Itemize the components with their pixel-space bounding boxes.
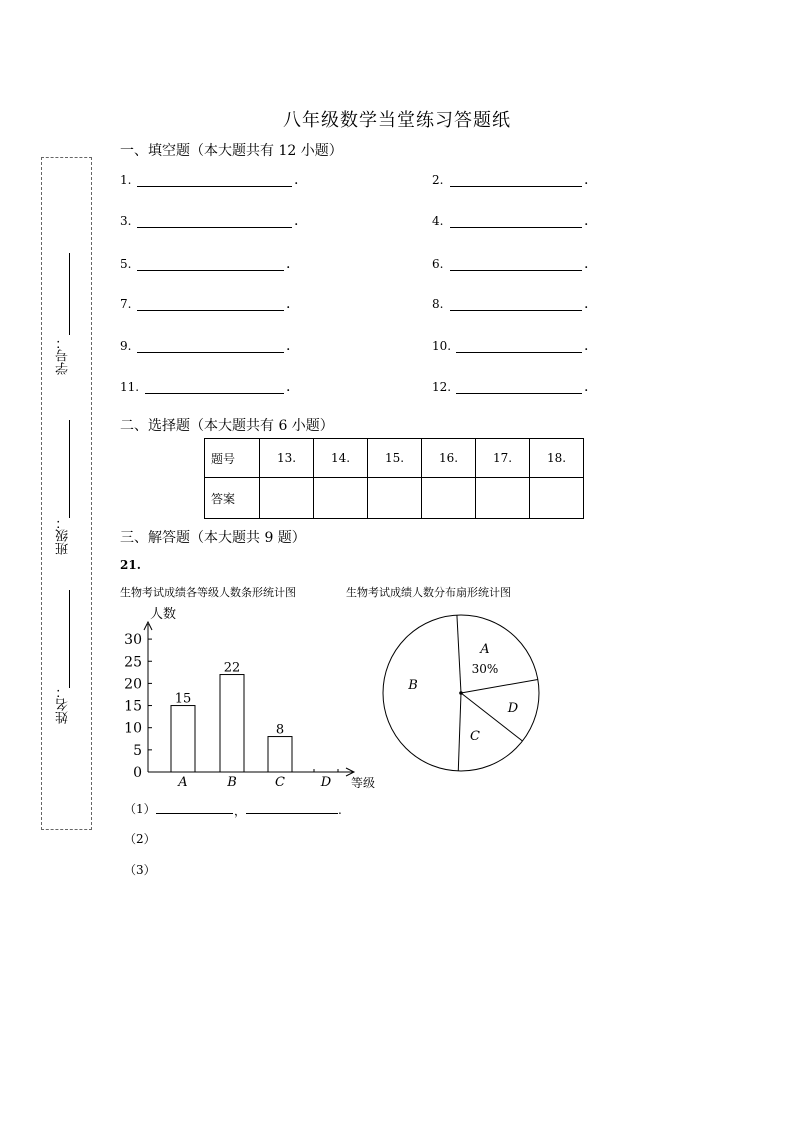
bar-A [171, 706, 195, 772]
bar-C [268, 737, 292, 772]
part-1-blank-a[interactable] [156, 813, 233, 814]
fill-item-number: 6. [432, 257, 444, 271]
x-axis-label: 等级 [351, 776, 376, 790]
table-row [205, 439, 584, 478]
slice-label-C: C [470, 729, 480, 744]
part-3-label: （3） [124, 863, 156, 877]
bar-chart-title: 生物考试成绩各等级人数条形统计图 [120, 586, 296, 599]
slice-percent-label: 30% [471, 662, 499, 676]
answer-cell[interactable] [476, 478, 530, 519]
table-row [205, 478, 584, 519]
section-choice-heading: 二、选择题（本大题共有 6 小题） [120, 418, 334, 434]
student-id-label: 学号： [56, 336, 71, 375]
y-tick-label: 15 [124, 698, 142, 715]
answer-blank[interactable] [450, 310, 582, 311]
answer-label: 答案 [205, 478, 260, 519]
x-tick-label: A [178, 775, 188, 790]
part-1-blank-b[interactable] [246, 813, 338, 814]
answer-blank[interactable] [145, 393, 284, 394]
answer-blank[interactable] [137, 310, 284, 311]
pie-chart-title: 生物考试成绩人数分布扇形统计图 [346, 586, 511, 599]
y-tick-label: 25 [124, 654, 142, 671]
answer-blank[interactable] [450, 270, 582, 271]
answer-blank[interactable] [450, 227, 582, 228]
name-label: 姓名： [56, 685, 71, 724]
answer-cell[interactable] [260, 478, 314, 519]
x-tick-label: B [227, 775, 237, 790]
student-id-line [69, 253, 70, 335]
choice-answer-table [204, 438, 584, 519]
section-fill-in-heading: 一、填空题（本大题共有 12 小题） [120, 143, 343, 159]
bar-chart [110, 600, 400, 800]
fill-item-number: 7. [120, 297, 132, 311]
y-tick-label: 30 [124, 632, 142, 649]
page-title: 八年级数学当堂练习答题纸 [283, 110, 511, 131]
fill-item-number: 5. [120, 257, 132, 271]
data-label: 22 [223, 660, 241, 676]
fill-item-number: 10. [432, 339, 452, 353]
answer-cell[interactable] [530, 478, 584, 519]
data-label: 15 [174, 691, 192, 707]
y-tick-label: 5 [133, 742, 142, 759]
y-tick-label: 0 [133, 765, 142, 781]
slice-label-A: A [480, 642, 490, 657]
student-info-sidebar [41, 157, 92, 830]
fill-item-number: 8. [432, 297, 444, 311]
fill-item-number: 2. [432, 173, 444, 187]
question-number-cell: 17. [476, 439, 530, 478]
fill-item-number: 12. [432, 380, 452, 394]
question-number-label: 题号 [205, 439, 260, 478]
answer-blank[interactable] [137, 227, 292, 228]
part-1-label: （1） [124, 802, 156, 816]
answer-blank[interactable] [137, 352, 284, 353]
y-tick-label: 10 [124, 720, 142, 737]
answer-blank[interactable] [137, 270, 284, 271]
pie-chart [375, 607, 550, 777]
name-line [69, 590, 70, 688]
pie-center [459, 691, 463, 695]
question-number-cell: 18. [530, 439, 584, 478]
slice-label-B: B [408, 678, 418, 693]
answer-cell[interactable] [314, 478, 368, 519]
part-1 [124, 800, 156, 817]
question-number-cell: 14. [314, 439, 368, 478]
fill-item-number: 4. [432, 214, 444, 228]
answer-blank[interactable] [456, 352, 582, 353]
question-number-cell: 16. [422, 439, 476, 478]
section-solve-heading: 三、解答题（本大题共 9 题） [120, 530, 306, 546]
fill-item-number: 3. [120, 214, 132, 228]
x-tick-label: D [320, 775, 332, 790]
fill-item-number: 11. [120, 380, 140, 394]
class-line [69, 420, 70, 518]
question-number-cell: 13. [260, 439, 314, 478]
bar-B [220, 675, 244, 772]
answer-blank[interactable] [450, 186, 582, 187]
data-label: 8 [275, 722, 285, 738]
y-tick-label: 20 [124, 676, 142, 693]
fill-item-number: 1. [120, 173, 132, 187]
answer-cell[interactable] [422, 478, 476, 519]
slice-label-D: D [507, 701, 519, 716]
part-2-label: （2） [124, 832, 156, 846]
answer-cell[interactable] [368, 478, 422, 519]
part-1-separator: ， [234, 804, 247, 818]
class-label: 班级： [56, 516, 71, 555]
question-number-cell: 15. [368, 439, 422, 478]
answer-blank[interactable] [137, 186, 292, 187]
problem-number: 21. [120, 558, 141, 572]
fill-item-number: 9. [120, 339, 132, 353]
answer-blank[interactable] [456, 393, 582, 394]
y-axis-label: 人数 [150, 607, 177, 622]
x-tick-label: C [275, 775, 285, 790]
